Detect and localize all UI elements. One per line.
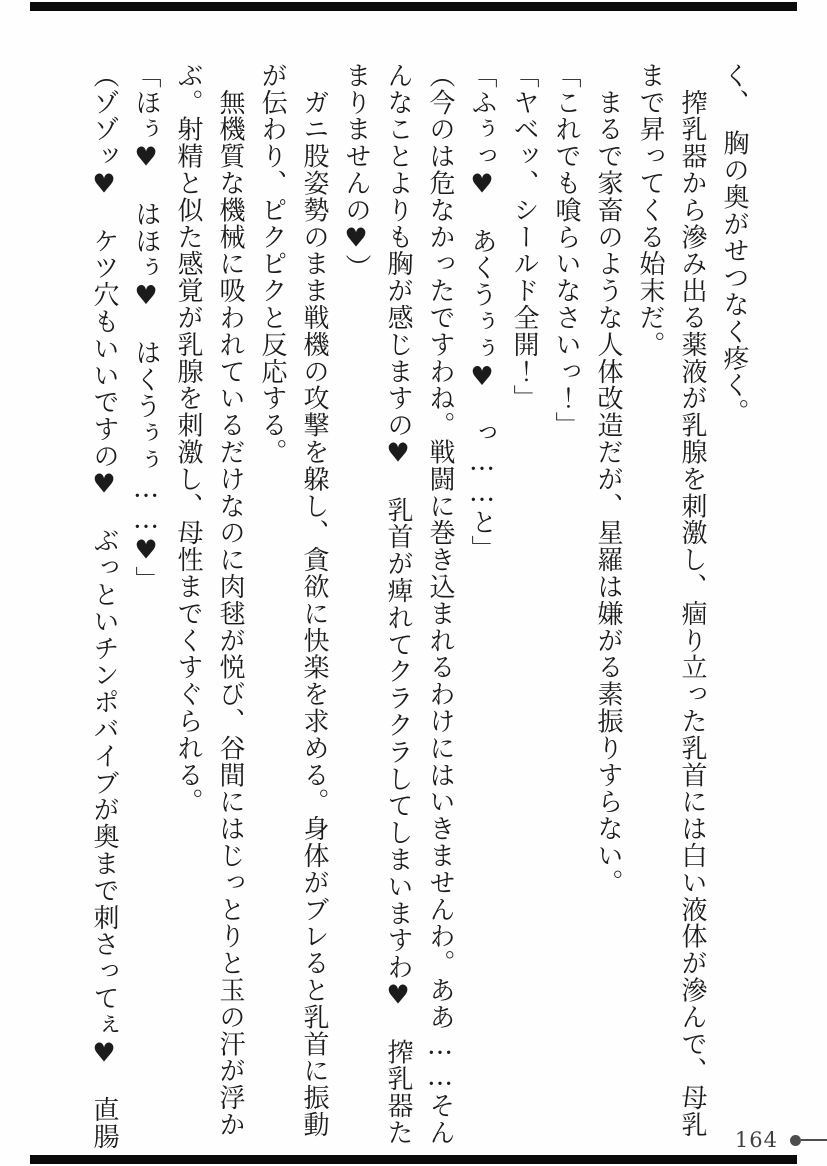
text-line: 搾乳器から滲み出る薬液が乳腺を刺激し、痼り立った乳首には白い液体が滲んで、母乳 (677, 62, 707, 1138)
text-line: 無機質な機械に吸われているだけなのに肉毬が悦び、谷間にはじっとりと玉の汗が浮か (215, 62, 245, 1138)
text-line: く、 胸の奥がせつなく疼く。 (719, 62, 749, 426)
text-line: （ゾゾッ♥ ケツ穴もいいですの♥ ぶっといチンポバイブが奥まで刺さってぇ♥ 直腸 (89, 62, 119, 1150)
footer-edge-line (801, 1139, 827, 1141)
text-line: ガニ股姿勢のまま戦機の攻撃を躱し、貪欲に快楽を求める。身体がブレると乳首に振動 (299, 62, 329, 1138)
text-line: ぶ。射精と似た感覚が乳腺を刺激し、母性までくすぐられる。 (173, 62, 203, 816)
page-number: 164 (734, 1128, 778, 1152)
text-line: まで昇ってくる始末だ。 (635, 62, 665, 358)
text-line: まりませんの♥） (341, 62, 371, 282)
footer-dot-icon (790, 1135, 801, 1146)
vertical-text-body (83, 62, 755, 1150)
text-line: が伝わり、ピクピクと反応する。 (257, 62, 287, 466)
text-line: 「ヤベッ、シールド全開！」 (509, 62, 539, 412)
text-line: まるで家畜のような人体改造だが、星羅は嫌がる素振りすらない。 (593, 62, 623, 896)
page-footer (735, 1128, 827, 1152)
text-line: 「これでも喰らいなさいっ！」 (551, 62, 581, 439)
text-line: 「ほぅ♥ はほぅ♥ はくうぅぅ……♥」 (131, 62, 161, 594)
text-line: （今のは危なかったですわね。戦闘に巻き込まれるわけにはいきませんわ。ああ……そん (425, 62, 455, 1146)
bottom-border-rule (30, 1155, 797, 1164)
text-line: 「ふぅっ♥ あくうぅぅ♥ っ……と」 (467, 62, 497, 563)
top-border-rule (30, 2, 797, 11)
text-line: んなことよりも胸が感じますの♥ 乳首が痺れてクラクラしてしまいますわ♥ 搾乳器た (383, 62, 413, 1146)
